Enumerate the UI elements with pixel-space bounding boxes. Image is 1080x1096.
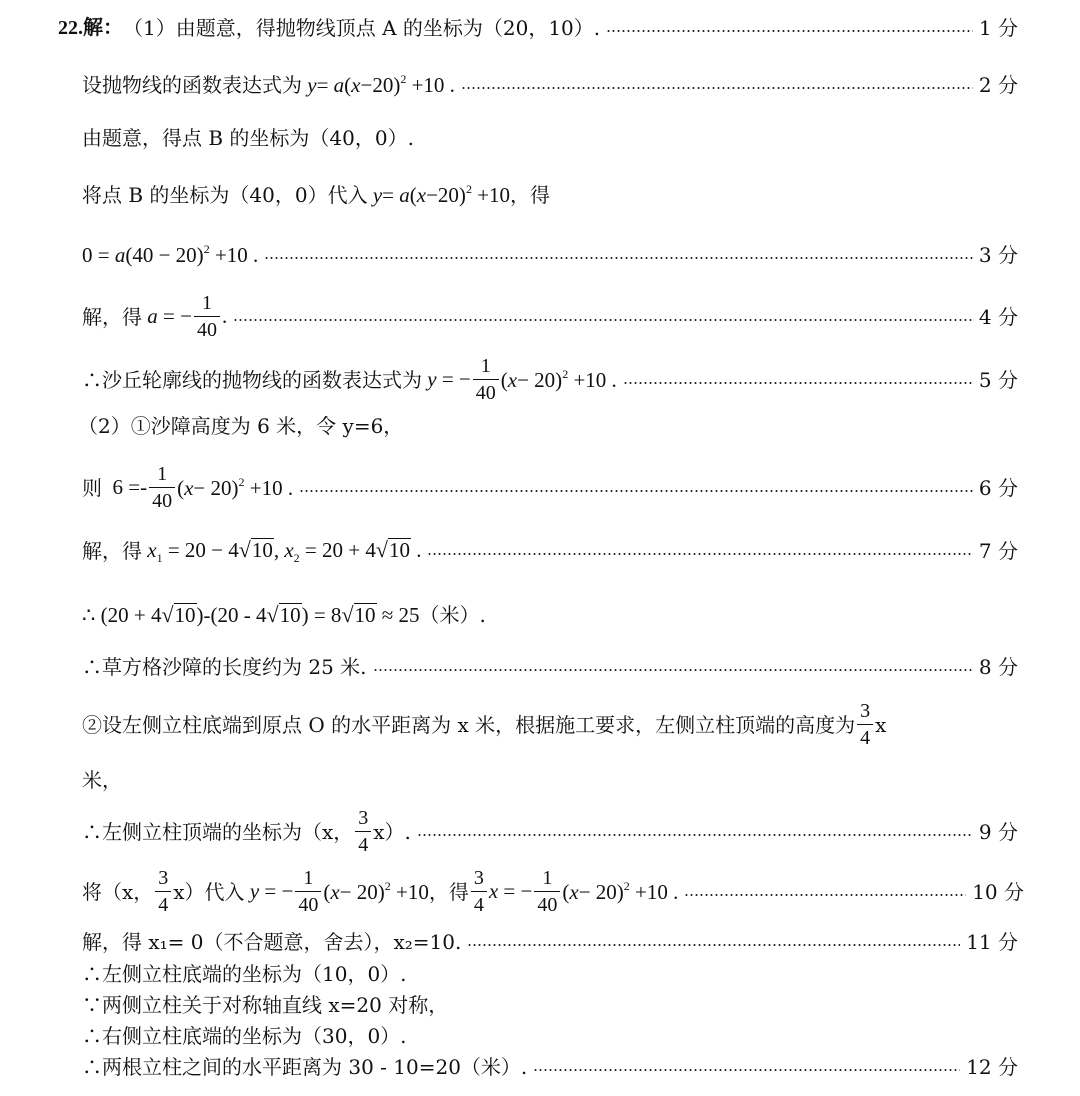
- line17-text: 解，得 x₁= 0（不合题意，舍去），x₂=10.: [82, 930, 462, 954]
- solution-line-20: [82, 1026, 1018, 1046]
- fraction: $\frac{3}{4}$: [471, 868, 487, 915]
- dot-leader: [233, 319, 973, 321]
- line3-text: 由题意，得点 B 的坐标为（40，0）.: [82, 126, 414, 150]
- line10-text: 解，得: [82, 539, 142, 563]
- score-label: 6 分: [978, 475, 1018, 500]
- line15-text-b: x）.: [373, 819, 411, 844]
- score-label: 8 分: [978, 655, 1018, 679]
- problem-number: 22.解：: [58, 17, 123, 39]
- dot-leader: [533, 1069, 960, 1071]
- solution-line-1: [58, 18, 1018, 38]
- dot-leader: [427, 553, 972, 555]
- score-label: 1 分: [978, 16, 1018, 40]
- line19-text: ∵两侧立柱关于对称轴直线 x=20 对称，: [82, 993, 449, 1017]
- line20-text: ∴右侧立柱底端的坐标为（30，0）.: [82, 1024, 407, 1048]
- solution-line-12: [82, 657, 1018, 677]
- line4-text-a: 将点 B 的坐标为（40，0）代入: [82, 182, 368, 207]
- line21-text: ∴两根立柱之间的水平距离为 30 - 10=20（米）.: [82, 1055, 528, 1079]
- line2-text: 设抛物线的函数表达式为: [82, 72, 302, 97]
- dot-leader: [417, 834, 973, 836]
- line16-text-a: 将（x，: [82, 879, 154, 904]
- formula: $0 = a(40 - 20)^2 +10$ .: [82, 242, 259, 267]
- fraction: $\frac{3}{4}$: [355, 808, 371, 855]
- solution-line-9: 则 6 =- $\frac{1}{40}$ $(x- 20)^2 +10$ . 6 分: [82, 463, 1018, 512]
- solution-line-8: [78, 416, 1018, 436]
- dot-leader: [606, 30, 973, 32]
- line6-text: 解，得: [82, 304, 142, 329]
- solution-line-5: [82, 243, 1018, 266]
- solution-line-13: [82, 701, 1025, 748]
- line15-text-a: ∴左侧立柱顶端的坐标为（x，: [82, 819, 354, 844]
- dot-leader: [461, 87, 973, 89]
- fraction: $\frac{1}{40}$: [534, 868, 560, 915]
- score-label: 10 分: [972, 879, 1024, 904]
- solution-line-21: [82, 1057, 1018, 1077]
- solution-line-6: 解，得 a = − $\frac{1}{40}$ . 4 分: [82, 292, 1018, 341]
- fraction: $\frac{3}{4}$: [155, 868, 171, 915]
- formula: 6 =-: [102, 475, 148, 499]
- solution-line-3: [82, 128, 1018, 148]
- fraction: $\frac{1}{40}$: [295, 868, 321, 915]
- dot-leader: [467, 944, 960, 946]
- dot-leader: [623, 382, 973, 384]
- fraction: $\frac{1}{40}$: [473, 356, 499, 403]
- solution-line-15: [82, 808, 1018, 855]
- solution-line-2: [82, 73, 1018, 96]
- formula: $x_1 = 20 - 4$ √ 10 , $x_2 = 20 + 4$ √ 10 .: [147, 537, 422, 565]
- line11-text: （米）.: [419, 602, 486, 627]
- line12-text: ∴草方格沙障的长度约为 25 米.: [82, 655, 367, 679]
- solution-line-11: [82, 603, 1018, 626]
- line13-text-b: x: [875, 712, 887, 737]
- line18-text: ∴左侧立柱底端的坐标为（10，0）.: [82, 962, 407, 986]
- score-label: 12 分: [966, 1055, 1018, 1079]
- score-label: 2 分: [978, 72, 1018, 97]
- formula: ∴ (20 + 4 √ 10 )-(20 - 4 √ 10 ) = 8 √ 10 ≈ 25: [82, 602, 420, 627]
- formula: a = −: [147, 304, 192, 328]
- dot-leader: [299, 490, 973, 492]
- line16-text-b: x）代入: [173, 879, 245, 904]
- score-label: 9 分: [978, 819, 1018, 844]
- fraction: $\frac{1}{40}$: [194, 293, 220, 340]
- line16-text-c: ，得: [428, 879, 469, 904]
- solution-line-18: [82, 964, 1018, 984]
- dot-leader: [264, 257, 973, 259]
- solution-line-7: ∴沙丘轮廓线的抛物线的函数表达式为 y = − $\frac{1}{40}$ $(x- 20)^2 +10$ . 5 分: [82, 355, 1018, 404]
- score-label: 3 分: [978, 242, 1018, 267]
- line4-text-b: ，得: [510, 182, 551, 207]
- formula: y = −: [427, 367, 471, 391]
- solution-line-16: 将（x， $\frac{3}{4}$ x）代入 y = − $\frac{1}{40}$ $(x- 20)^2 +10$ ，得 $\frac{3}{4}$ x = − $\frac{1}{40}$ $(x- 20)^2 +10$ . 10 分: [82, 867, 1024, 916]
- line8-text: （2）①沙障高度为 6 米，令 y=6，: [78, 414, 404, 438]
- fraction: $\frac{1}{40}$: [149, 464, 175, 511]
- dot-leader: [684, 894, 966, 896]
- formula: $y= a(x-20)^2 +10$: [372, 182, 511, 207]
- dot-leader: [373, 669, 973, 671]
- line9-text: 则: [82, 475, 102, 500]
- fraction: $\frac{3}{4}$: [857, 701, 873, 748]
- line13-text-a: ②设左侧立柱底端到原点 O 的水平距离为 x 米，根据施工要求，左侧立柱顶端的高度为: [82, 712, 856, 737]
- formula: y = −: [249, 879, 294, 903]
- solution-line-10: [82, 538, 1018, 564]
- solution-line-14: [82, 770, 1018, 790]
- line7-text: ∴沙丘轮廓线的抛物线的函数表达式为: [82, 367, 422, 392]
- score-label: 5 分: [978, 367, 1018, 392]
- line1-text: （1）由题意，得抛物线顶点 A 的坐标为（20，10）.: [123, 16, 601, 40]
- formula: $y= a(x-20)^2 +10$ .: [307, 72, 455, 97]
- solution-line-19: [82, 995, 1018, 1015]
- score-label: 11 分: [966, 930, 1018, 954]
- solution-line-4: [82, 183, 1018, 206]
- line14-text: 米，: [82, 768, 122, 792]
- score-label: 7 分: [978, 539, 1018, 563]
- score-label: 4 分: [978, 304, 1018, 329]
- solution-line-17: [82, 932, 1018, 952]
